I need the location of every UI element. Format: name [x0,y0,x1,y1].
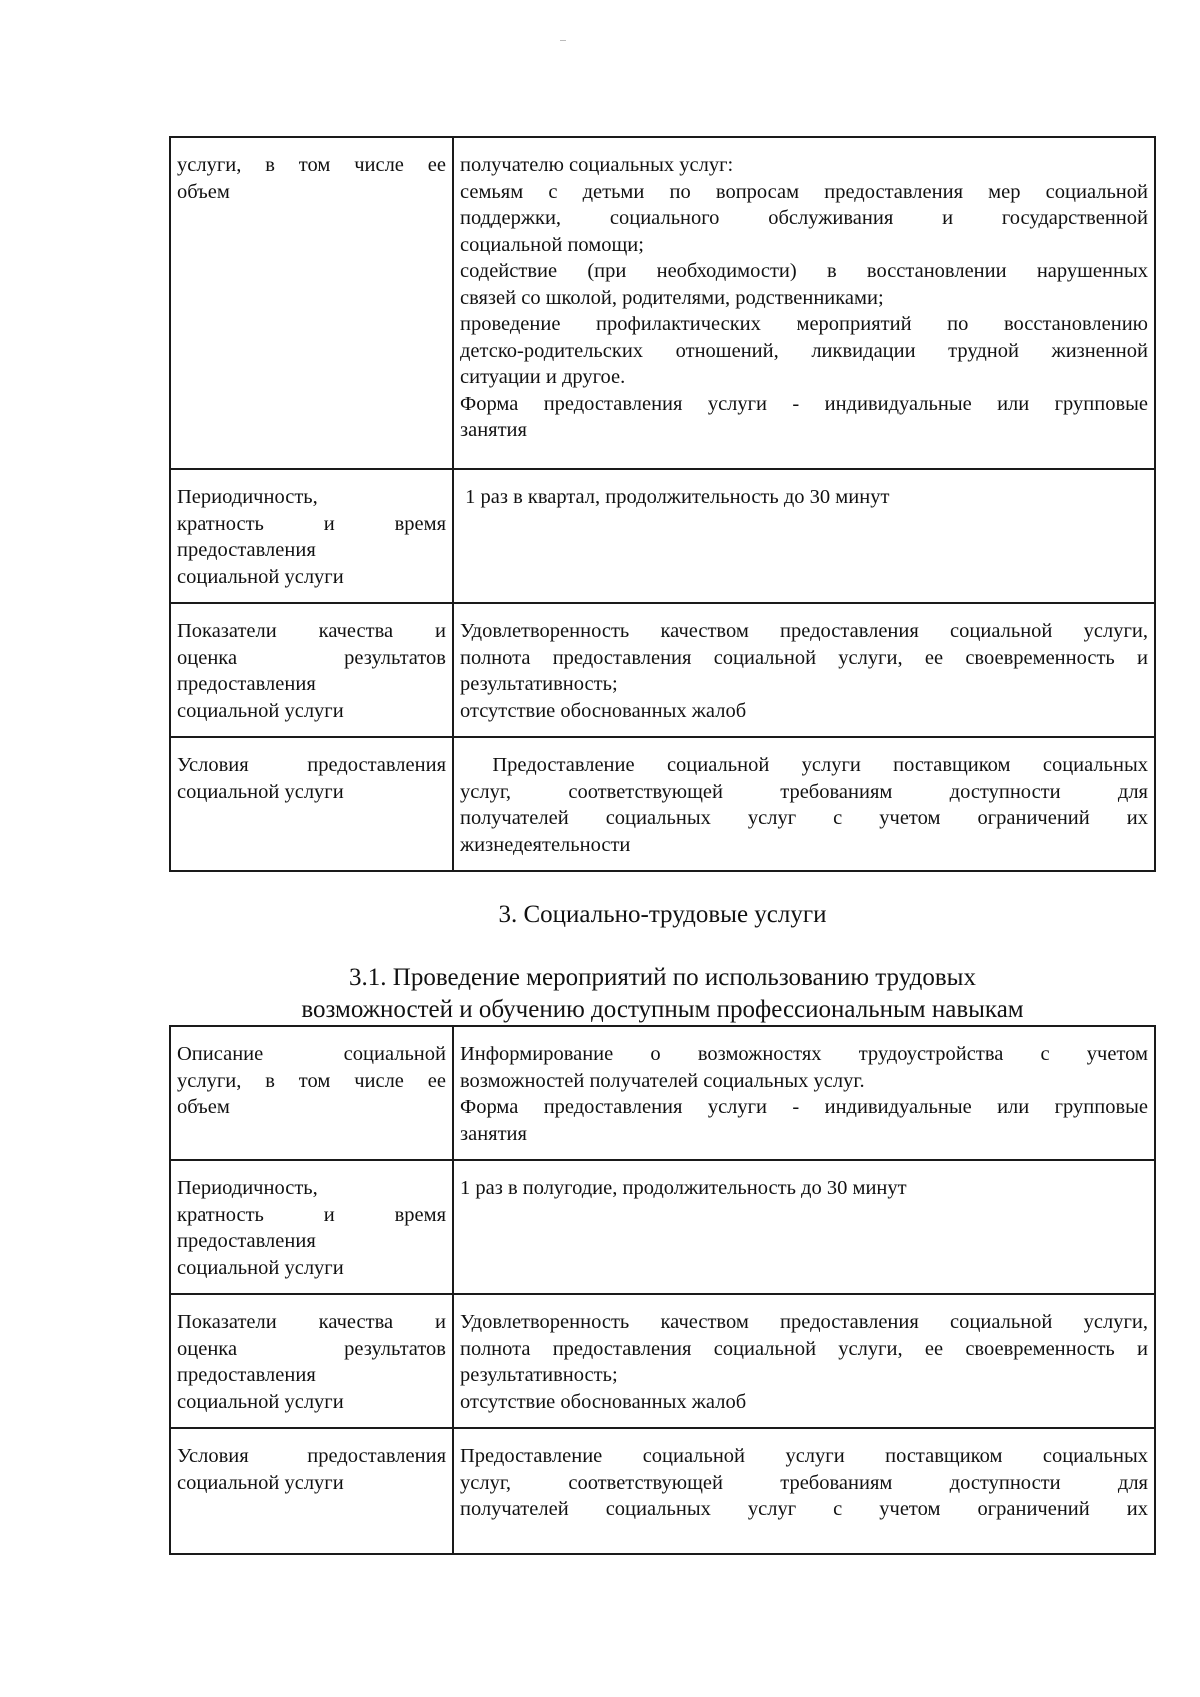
label-line: оценка результатов [177,646,446,669]
label-line: предоставления [177,1364,316,1386]
value-line: услуг, соответствующей требованиям доступности для [460,780,1148,803]
label-line: социальной услуги [177,1256,344,1279]
label-line: объем [177,180,230,203]
label-line: Показатели качества и [177,1311,446,1333]
row-label-cell [170,737,453,871]
value-line: Форма предоставления услуги - индивидуальные или групповые [460,1096,1148,1118]
value-line: детско-родительских отношений, ликвидации трудной жизненной [460,339,1148,362]
value-line: отсутствие обоснованных жалоб [460,1390,747,1413]
value-line: полнота предоставления социальной услуги, ее своевременность и [460,646,1148,669]
label-line: Описание социальной [177,1043,446,1065]
label-line: Условия предоставления [177,1445,446,1467]
subsection-title-line: возможностей и обучению доступным профессиональным навыкам [301,996,1024,1023]
value-line: услуг, соответствующей требованиям доступности для [460,1471,1148,1494]
value-line: получателей социальных услуг с учетом ограничений их [460,807,1148,829]
label-line: Показатели качества и [177,620,446,642]
subsection-title-line: 3.1. Проведение мероприятий по использованию трудовых [349,964,976,991]
row-label-cell [170,1428,453,1554]
label-line: объем [177,1096,230,1118]
table-row [170,469,1155,603]
label-line: предоставления [177,539,316,561]
value-line: 1 раз в квартал, продолжительность до 30 минут [460,486,890,508]
scan-mark [560,40,566,41]
row-value-cell [453,1026,1155,1160]
value-line: проведение профилактических мероприятий по восстановлению [460,313,1148,335]
value-line: полнота предоставления социальной услуги, ее своевременность и [460,1337,1148,1360]
value-line: Удовлетворенность качеством предоставления социальной услуги, [460,620,1148,642]
value-line: поддержки, социального обслуживания и государственной [460,207,1148,229]
value-line: Предоставление социальной услуги поставщиком социальных [460,754,1148,776]
table-row [170,1026,1155,1160]
value-line: связей со школой, родителями, родственниками; [460,286,884,309]
table-row [170,1294,1155,1428]
value-line: содействие (при необходимости) в восстановлении нарушенных [460,260,1148,282]
label-line: оценка результатов [177,1337,446,1360]
row-value-cell [453,469,1155,603]
label-line: Периодичность, [177,486,318,508]
row-value-cell [453,1160,1155,1294]
label-line: социальной услуги [177,1390,344,1413]
label-line: социальной услуги [177,1471,344,1494]
row-label-cell [170,1294,453,1428]
row-value-cell [453,737,1155,871]
label-line: предоставления [177,673,316,695]
value-line: занятия [460,1122,527,1145]
value-line: Удовлетворенность качеством предоставления социальной услуги, [460,1311,1148,1333]
value-line: ситуации и другое. [460,366,626,388]
value-line: семьям с детьми по вопросам предоставления мер социальной [460,180,1148,203]
row-label-cell [170,603,453,737]
value-line: результативность; [460,673,618,695]
section-title: 3. Социально-трудовые услуги [498,901,827,928]
service-table-2 [169,1025,1156,1555]
label-line: социальной услуги [177,780,344,803]
row-label-cell [170,469,453,603]
table-row [170,603,1155,737]
row-value-cell [453,603,1155,737]
label-line: услуги, в том числе ее [177,154,446,176]
table-row [170,1428,1155,1554]
label-line: социальной услуги [177,565,344,588]
label-line: Периодичность, [177,1177,318,1199]
row-value-cell [453,137,1155,469]
row-value-cell [453,1294,1155,1428]
table-row [170,1160,1155,1294]
row-label-cell [170,137,453,469]
table-row [170,737,1155,871]
value-line: результативность; [460,1364,618,1386]
value-line: 1 раз в полугодие, продолжительность до 30 минут [460,1177,907,1199]
label-line: предоставления [177,1230,316,1252]
label-line: кратность и время [177,512,446,535]
label-line: услуги, в том числе ее [177,1069,446,1092]
label-line: кратность и время [177,1203,446,1226]
table-row [170,137,1155,469]
label-line: социальной услуги [177,699,344,722]
value-line: Предоставление социальной услуги поставщиком социальных [460,1445,1148,1467]
value-line: социальной помощи; [460,233,644,256]
subsection-title [169,962,1156,1026]
row-label-cell [170,1026,453,1160]
value-line: жизнедеятельности [460,833,631,856]
row-value-cell [453,1428,1155,1554]
value-line: возможностей получателей социальных услуг. [460,1069,865,1092]
row-label-cell [170,1160,453,1294]
value-line: занятия [460,419,527,441]
service-table-1 [169,136,1156,872]
value-line: отсутствие обоснованных жалоб [460,699,747,722]
label-line: Условия предоставления [177,754,446,776]
value-line: Форма предоставления услуги - индивидуальные или групповые [460,392,1148,415]
value-line: Информирование о возможностях трудоустройства с учетом [460,1043,1148,1065]
value-line: получателю социальных услуг: [460,154,734,176]
value-line: получателей социальных услуг с учетом ограничений их [460,1498,1148,1520]
